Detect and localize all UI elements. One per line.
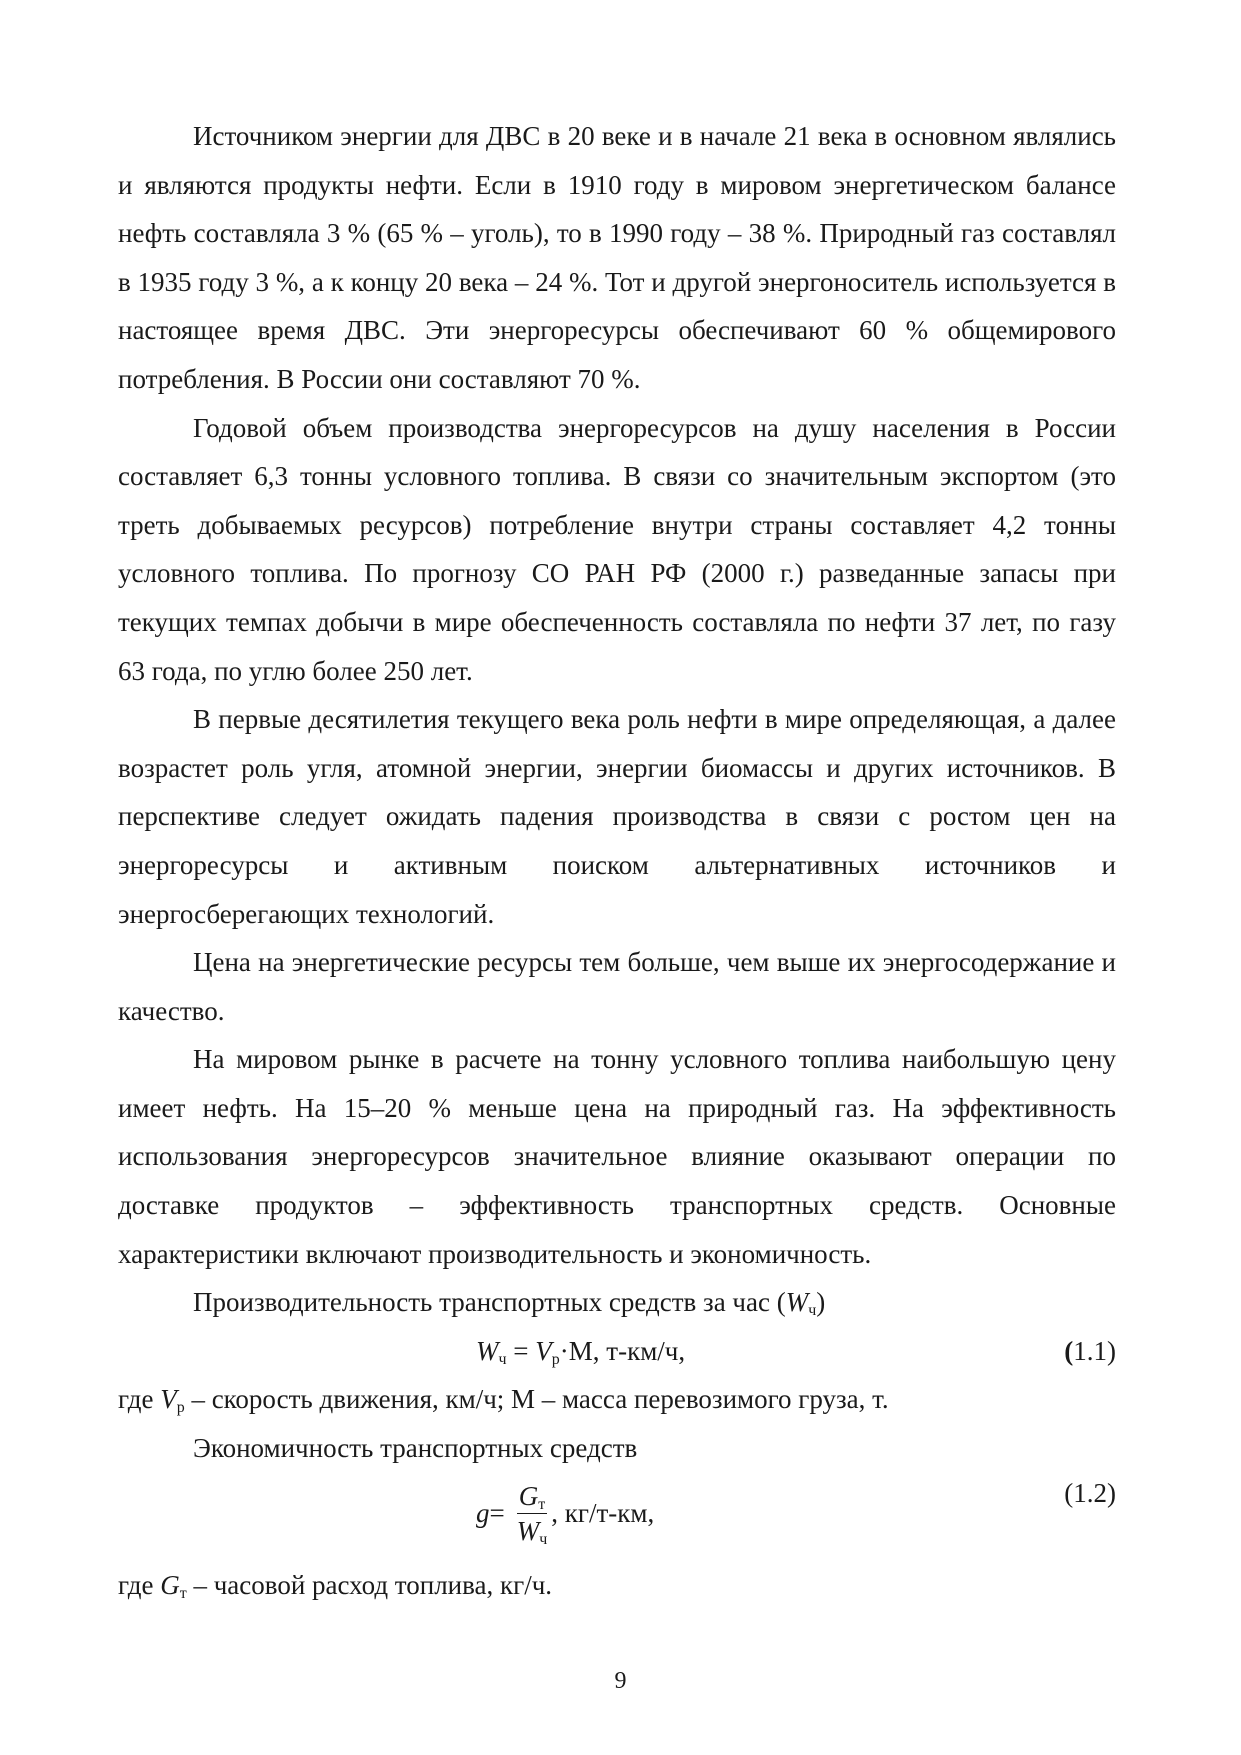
where-1: где $V_р$ – скорость движения, км/ч; М – масса перевозимого груза, т. bbox=[118, 1384, 889, 1417]
formula-1-2-number: (1.2) bbox=[1064, 1477, 1116, 1508]
fraction bbox=[515, 1479, 550, 1548]
formula-1-1-expression: $W_ч = V_р\cdot М$, т-км/ч, bbox=[476, 1335, 686, 1368]
formula-1-2-expression: g = $\frac{G_т}{W_ч}$ , кг/т-км, bbox=[476, 1480, 655, 1548]
formula-1-1 bbox=[118, 1327, 1116, 1376]
formula-1-1-number: (1.1) bbox=[1064, 1335, 1116, 1366]
body-text bbox=[118, 112, 1116, 1609]
paragraph-price: Цена на энергетические ресурсы тем больше, чем выше их энергосодержание и качество. bbox=[118, 947, 1116, 1026]
fraction-denominator: $W_ч$ bbox=[516, 1515, 548, 1548]
paragraph-first-decades: В первые десятилетия текущего века роль нефти в мире определяющая, а далее возрастет роль угля, атомной энергии, энергии биомассы и других источников. В перспективе следует ожидать падения производства в связи с ростом цен на энергоресурсы и активным поиском альтернативных источников и энергосберегающих технологий. bbox=[118, 704, 1116, 929]
page-number: 9 bbox=[614, 1668, 627, 1694]
productivity-intro: Производительность транспортных средств за час $(W_ч)$ bbox=[193, 1287, 826, 1320]
economy-intro: Экономичность транспортных средств bbox=[193, 1433, 638, 1464]
paragraph-annual-volume: Годовой объем производства энергоресурсов на душу населения в России составляет 6,3 тонны условного топлива. В связи со значительным экспортом (это треть добываемых ресурсов) потребление внутри страны составляет 4,2 тонны условного топлива. По прогнозу СО РАН РФ (2000 г.) разведанные запасы при текущих темпах добычи в мире обеспеченность составляла по нефти 37 лет, по газу 63 года, по углю более 250 лет. bbox=[118, 412, 1116, 686]
paragraph-energy-sources: Источником энергии для ДВС в 20 веке и в начале 21 века в основном являлись и являются продукты нефти. Если в 1910 году в мировом энергетическом балансе нефть составляла 3 % (65 % – уголь), то в 1990 году – 38 %. Природный газ составлял в 1935 году 3 %, а к концу 20 века – 24 %. Тот и другой энергоноситель используется в настоящее время ДВС. Эти энергоресурсы обеспечивают 60 % общемирового потребления. В России они составляют 70 %. bbox=[118, 121, 1116, 394]
where-2: где $G_т$ – часовой расход топлива, кг/ч. bbox=[118, 1569, 553, 1602]
fraction-numerator: $G_т$ bbox=[518, 1480, 546, 1513]
formula-1-2 bbox=[118, 1473, 1116, 1561]
paragraph-world-market: На мировом рынке в расчете на тонну условного топлива наибольшую цену имеет нефть. На 15–20 % меньше цена на природный газ. На эффективность использования энергоресурсов значительное влияние оказывают операции по доставке продуктов – эффективность транспортных средств. Основные характеристики включают производительность и экономичность. bbox=[118, 1044, 1116, 1269]
